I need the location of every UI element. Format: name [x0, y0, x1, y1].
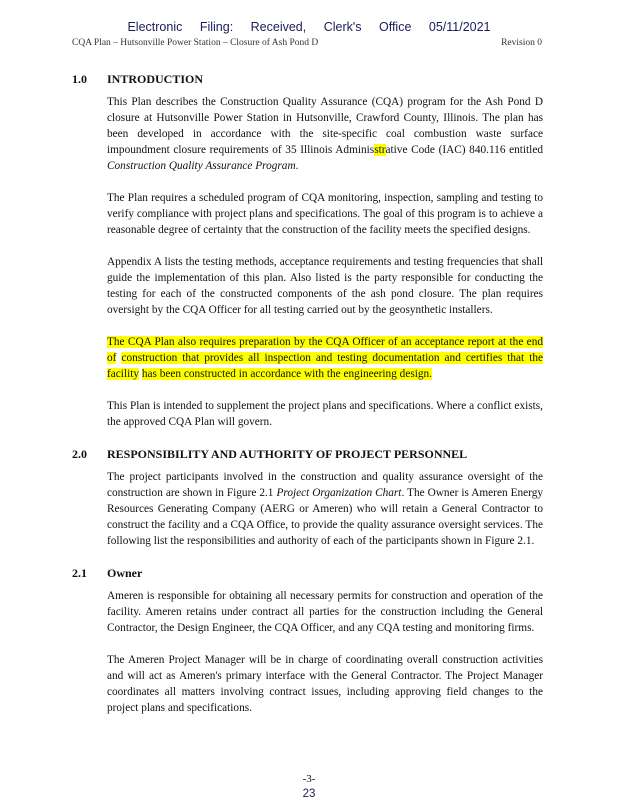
text-line: [107, 622, 534, 634]
text-line: [107, 96, 543, 108]
text-line: [107, 304, 493, 316]
highlighted-text: has been constructed in accordance with the engineering design.: [141, 368, 432, 380]
text-segment: been developed in accordance with the site-specific coal combustion waste surface impoundment: [107, 128, 543, 156]
text-line: [107, 606, 543, 618]
text-segment: guide the implementation of this plan. Also listed is the party responsible for conducting the: [107, 272, 543, 284]
text-line: [107, 503, 543, 515]
italic-text: Construction: [107, 160, 166, 172]
text-segment: ative Code (IAC) 840.116 entitled: [385, 144, 543, 156]
text-segment: reasonable degree of certainty that the construction of the facility meets the specified designs.: [107, 224, 531, 236]
text-line: [107, 256, 543, 268]
paragraph: [107, 334, 543, 382]
text-line: [107, 471, 543, 483]
paragraph: [107, 398, 543, 430]
text-segment: Ameren is responsible for obtaining all necessary permits for construction and operation of the: [107, 590, 543, 602]
text-segment: following list the responsibilities and authority of each of the participants shown in Figure 2.1.: [107, 535, 535, 547]
text-segment: closure requirements of 35 Illinois Adminis: [173, 144, 375, 156]
text-segment: coordinates all matters involving contract issues, including approving field changes to the project: [107, 686, 543, 714]
text-line: [107, 416, 272, 428]
text-segment: The Plan requires a scheduled program of CQA monitoring, inspection, sampling and testing to: [107, 192, 543, 204]
filing-stamp: Electronic Filing: Received, Clerk's Office 05/11/2021: [127, 20, 491, 34]
text-line: [142, 368, 432, 380]
text-line: [107, 590, 543, 602]
header-title: CQA Plan – Hutsonville Power Station – Closure of Ash Pond D: [72, 38, 319, 48]
text-line: [107, 192, 543, 204]
paragraph: [107, 652, 543, 716]
text-line: [127, 670, 543, 682]
text-segment: testing for each of the constructed components of the ash pond closure. The plan requires: [107, 288, 543, 300]
page-number: 23: [302, 788, 316, 800]
highlighted-text: construction that provides all inspection and testing documentation and certifies that the facility: [107, 352, 543, 380]
text-line: [107, 400, 543, 412]
text-line: [107, 112, 543, 124]
text-segment: This Plan describes the Construction Quality Assurance (CQA) program for the Ash Pond D: [107, 96, 543, 108]
text-segment: . The Owner is Ameren Energy: [401, 487, 544, 499]
text-segment: construct the facility and a CQA Office, to provide the quality assurance oversight services. The: [107, 519, 543, 531]
text-segment: .: [295, 160, 299, 172]
text-segment: will act as Ameren's primary interface with the General Contractor. The Project Manager: [127, 670, 544, 682]
document-body: [72, 71, 543, 716]
text-segment: Resources Generating Company (AERG or Ameren) who will retain a General Contractor to: [107, 503, 543, 515]
text-line: [107, 535, 534, 547]
section-number: 2.1: [72, 566, 87, 580]
page-label: -3-: [302, 773, 316, 785]
section-heading: Owner: [107, 566, 143, 580]
text-segment: facility. Ameren retains under contract all parties for the construction including the General: [107, 606, 543, 618]
section-1-heading: [72, 71, 543, 87]
text-line: [141, 702, 252, 714]
paragraph: [107, 190, 543, 238]
text-line: [107, 519, 543, 531]
text-line: [107, 224, 530, 236]
highlighted-text: str: [374, 144, 386, 156]
running-header: [0, 37, 618, 57]
text-segment: construction are shown in Figure 2.1: [107, 487, 277, 499]
section-heading: INTRODUCTION: [107, 72, 204, 86]
highlighted-text: The CQA Plan also requires preparation by the CQA Officer of an acceptance report at the end of: [107, 336, 543, 364]
page-footer: [0, 732, 618, 812]
italic-text: Project Organization Chart: [276, 487, 402, 499]
section-heading: RESPONSIBILITY AND AUTHORITY OF PROJECT PERSONNEL: [107, 447, 468, 461]
paragraph: [107, 254, 543, 318]
text-segment: This Plan is intended to supplement the project plans and specifications. Where a conflict exists,: [107, 400, 543, 412]
paragraph: [107, 469, 543, 549]
text-line: [107, 272, 543, 284]
text-line: [107, 288, 543, 300]
text-segment: closure at Hutsonville Power Station in Hutsonville, Crawford County, Illinois. The plan has: [107, 112, 543, 124]
text-segment: plans and specifications.: [141, 702, 252, 714]
paragraph: [107, 588, 543, 636]
text-segment: The project participants involved in the construction and quality assurance oversight of the: [107, 471, 543, 483]
section-number: 2.0: [72, 447, 87, 461]
text-segment: the approved CQA Plan will govern.: [107, 416, 273, 428]
text-segment: Appendix A lists the testing methods, acceptance requirements and testing frequencies that shall: [107, 256, 543, 268]
text-segment: oversight by the CQA Officer for all testing carried out by the geosynthetic installers.: [107, 304, 493, 316]
text-segment: verify compliance with project plans and specifications. The goal of this program is to achieve a: [107, 208, 543, 220]
text-line: [107, 208, 543, 220]
section-2-1-heading: [72, 565, 543, 581]
italic-text: Quality Assurance Program: [168, 160, 296, 172]
text-segment: The Ameren Project Manager will be in charge of coordinating overall construction activities and: [107, 654, 543, 682]
section-number: 1.0: [72, 72, 87, 86]
section-2-heading: [72, 446, 543, 462]
header-revision: Revision 0: [501, 38, 542, 48]
text-line: [107, 487, 543, 499]
text-segment: Contractor, the Design Engineer, the CQA Officer, and any CQA testing and monitoring firms.: [107, 622, 535, 634]
paragraph: [107, 94, 543, 174]
text-line: [169, 160, 299, 172]
